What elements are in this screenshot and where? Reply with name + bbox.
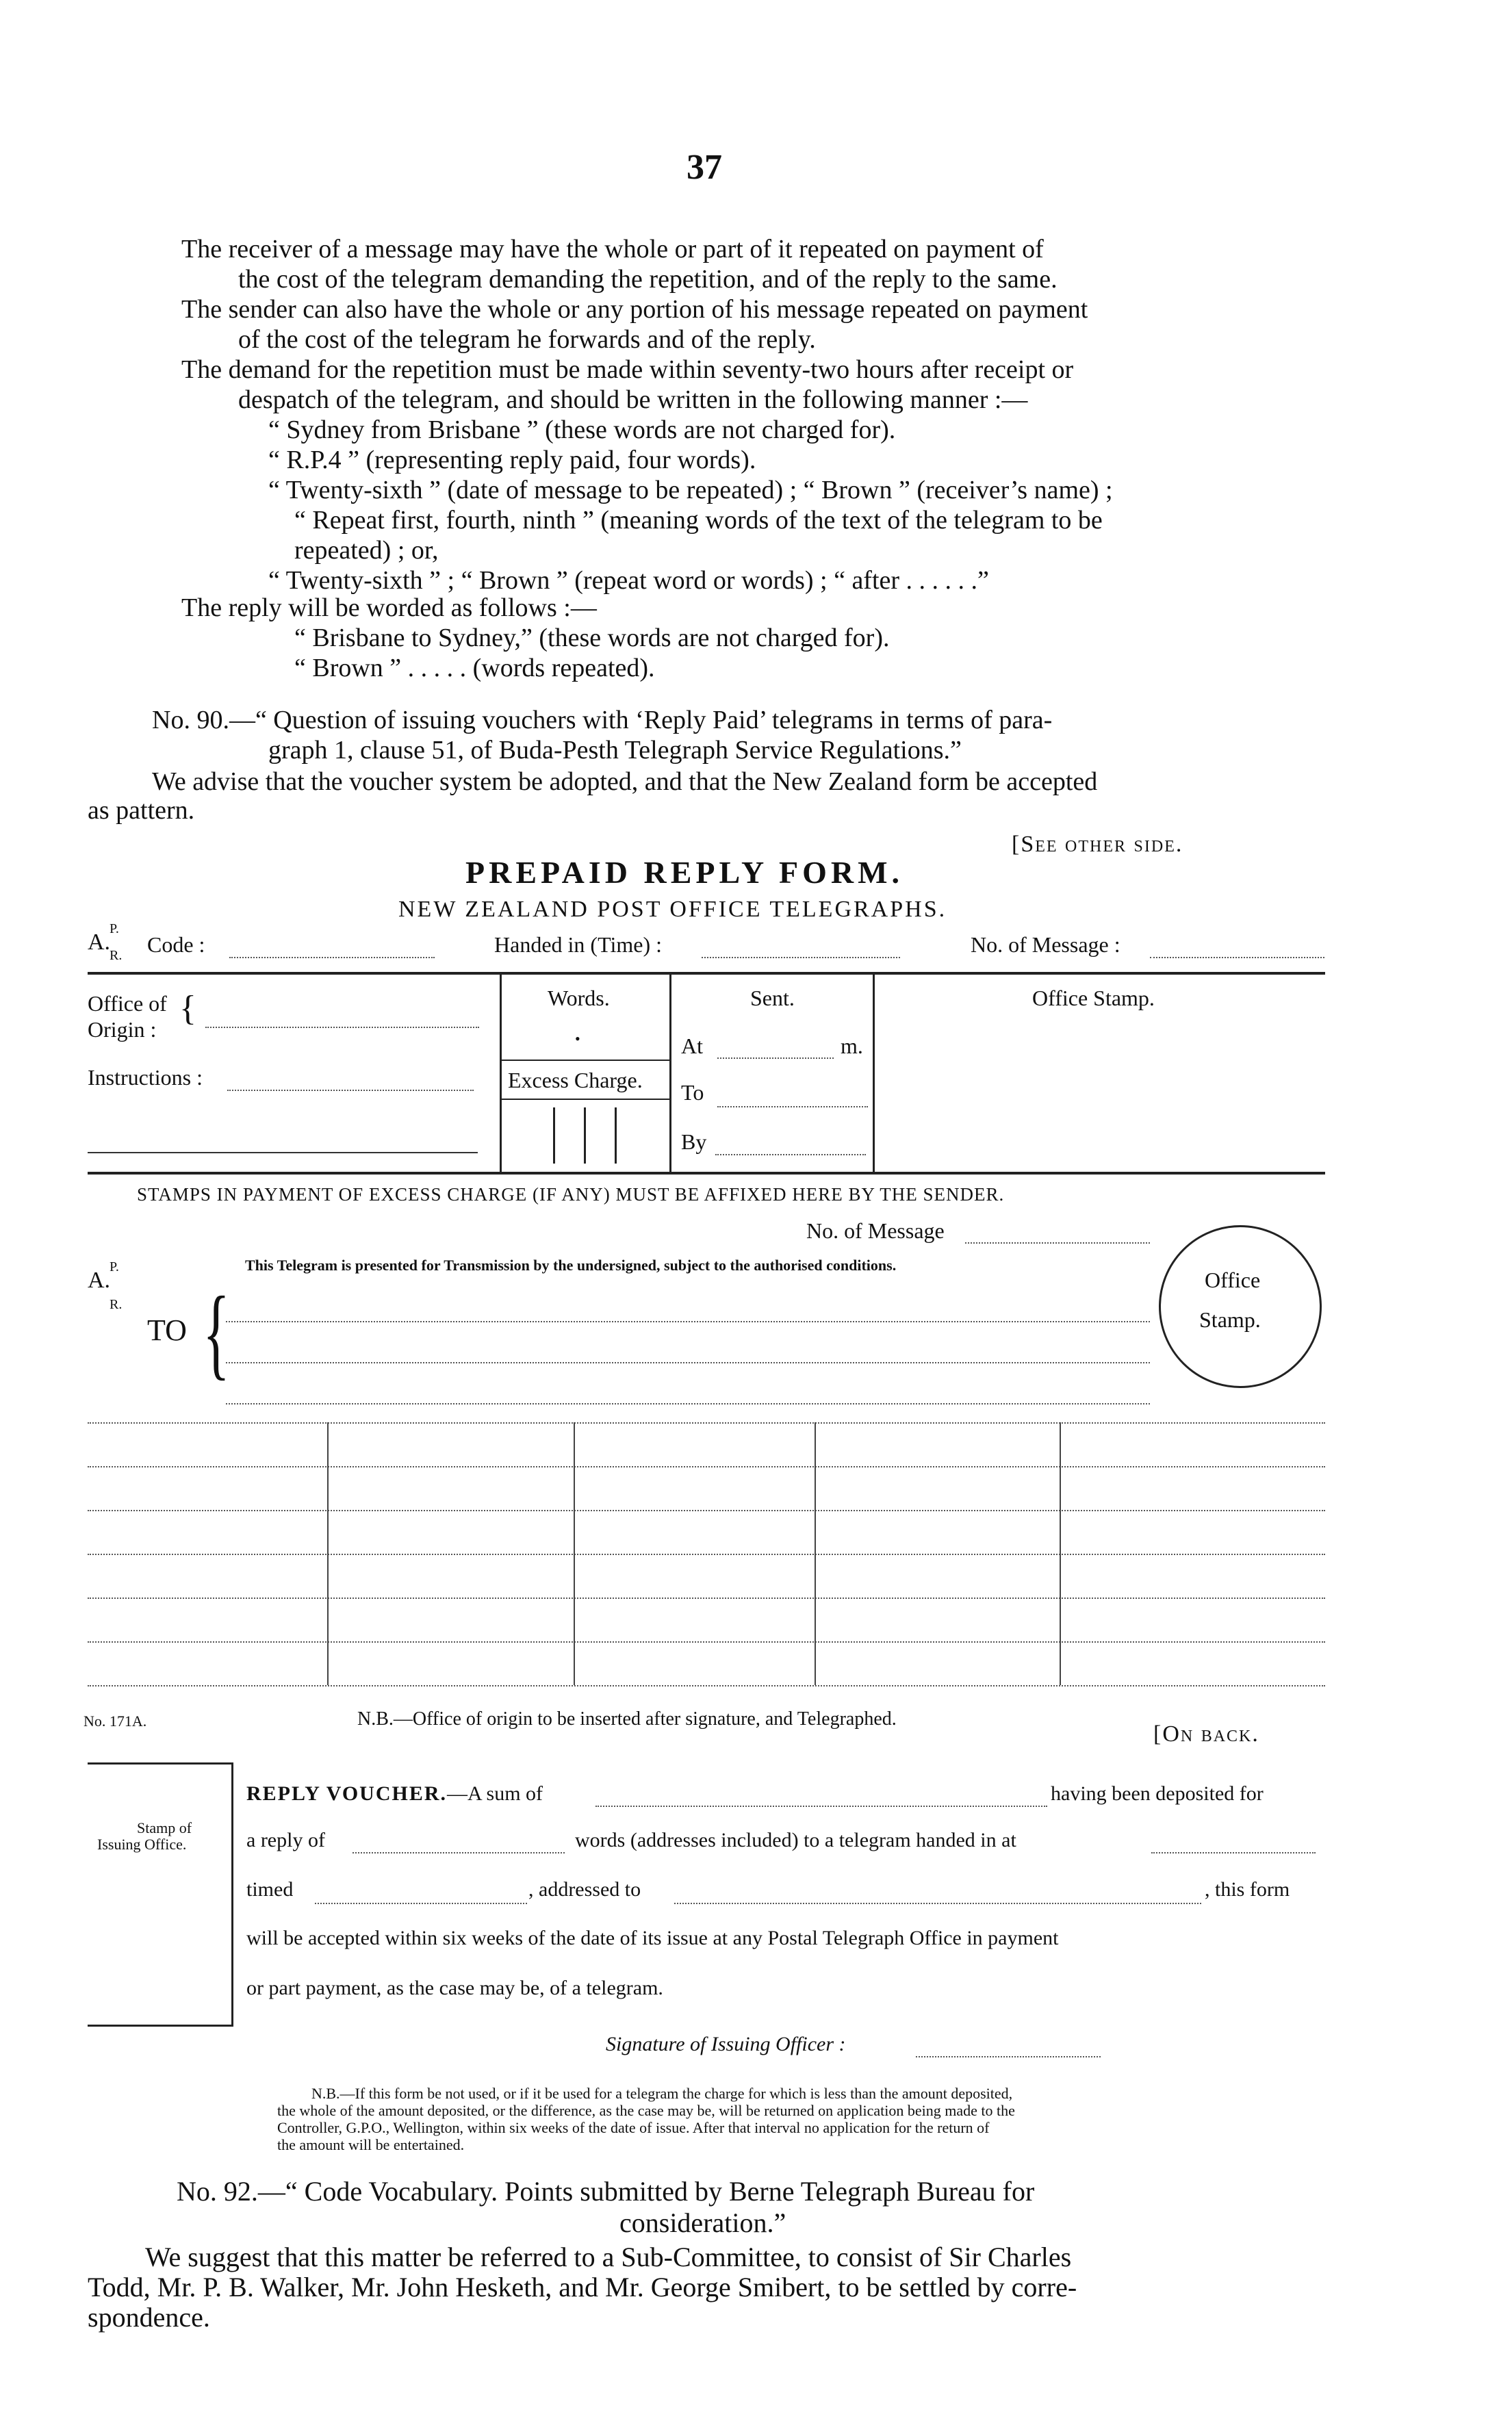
ap-a-2: A. [88,1268,111,1293]
words-dot: • [575,1030,580,1047]
no-of-message-2-field[interactable] [965,1242,1150,1244]
reply-words-field[interactable] [353,1852,565,1853]
stamp-of-label-1: Stamp of [137,1819,192,1836]
office-of-origin-field[interactable] [205,1027,479,1028]
text-line: We advise that the voucher system be adopted, and that the New Zealand form be accepted [152,767,1098,796]
text-line: The demand for the repetition must be made within seventy-two hours after receipt or [181,355,1074,384]
ap-r: R. [110,948,123,963]
ap-a: A. [88,929,111,955]
to-big-label: TO [147,1313,187,1347]
grid-col-line [574,1422,575,1685]
voucher-text: a reply of [246,1829,325,1851]
text-line: “ Twenty-sixth ” (date of message to be repeated) ; “ Brown ” (receiver’s name) ; [268,476,1113,504]
grid-col-line [327,1422,329,1685]
sum-field[interactable] [595,1806,1047,1807]
on-back: [On back. [1153,1721,1259,1747]
text-line: consideration.” [619,2207,786,2238]
to-label: To [681,1080,704,1105]
grid-line [88,1554,1325,1555]
to-field[interactable] [717,1106,868,1107]
grid-line [88,1510,1325,1511]
text-line: No. 90.—“ Question of issuing vouchers with ‘Reply Paid’ telegrams in terms of para- [152,706,1053,734]
office-of-origin-label-2: Origin : [88,1017,157,1042]
text-line: as pattern. [88,796,195,825]
see-other-side: [See other side. [1012,832,1183,857]
voucher-frame [88,1762,233,2027]
text-line: No. 92.—“ Code Vocabulary. Points submitted by Berne Telegraph Bureau for [177,2176,1035,2207]
form-bottom-rule [88,1172,1325,1175]
text-line: repeated) ; or, [294,536,439,565]
text-line: We suggest that this matter be referred to a Sub-Committee, to consist of Sir Charles [145,2242,1072,2272]
stamps-notice: STAMPS IN PAYMENT OF EXCESS CHARGE (IF ANY) MUST BE AFFIXED HERE BY THE SENDER. [137,1184,1005,1205]
grid-col-line [1060,1422,1061,1685]
text-line: The sender can also have the whole or any portion of his message repeated on payment [181,295,1088,324]
signature-field[interactable] [916,2056,1101,2057]
text-line: “ Brisbane to Sydney,” (these words are not charged for). [294,624,890,652]
handed-in-label: Handed in (Time) : [494,932,663,957]
stamp-of-label-2: Issuing Office. [97,1836,187,1853]
text-line: “ Repeat first, fourth, ninth ” (meaning words of the text of the telegram to be [294,506,1103,535]
col-divider-2 [669,975,671,1172]
text-line: despatch of the telegram, and should be written in the following manner :— [238,385,1028,414]
text-line: the cost of the telegram demanding the repetition, and of the reply to the same. [238,265,1058,294]
form-top-rule [88,972,1325,975]
instructions-field-1[interactable] [227,1090,474,1091]
ap-code-prefix [88,929,110,955]
nb-line: the whole of the amount deposited, or the difference, as the case may be, will be returned on application being made to the [277,2102,1015,2119]
timed-field[interactable] [315,1903,527,1904]
voucher-text: , addressed to [528,1878,641,1901]
voucher-line-1 [246,1782,543,1806]
text-line: “ Twenty-sixth ” ; “ Brown ” (repeat word or words) ; “ after . . . . . .” [268,566,989,595]
ap-p-2: P. [110,1259,119,1274]
col-divider-1 [500,975,502,1172]
voucher-text: or part payment, as the case may be, of a telegram. [246,1977,663,1999]
at-field[interactable] [717,1057,834,1059]
grid-line [88,1598,1325,1599]
grid-col-line [815,1422,816,1685]
at-label: At [681,1034,703,1058]
office-stamp-circle [1159,1225,1322,1388]
grid-line [88,1685,1325,1686]
text-line: “ Brown ” . . . . . (words repeated). [294,654,655,682]
handed-in-field[interactable] [702,957,900,958]
text-line: spondence. [88,2302,210,2333]
no-of-message-label: No. of Message : [971,932,1120,957]
ap-p: P. [110,921,119,936]
voucher-text: having been deposited for [1051,1782,1264,1805]
text-line: “ R.P.4 ” (representing reply paid, four words). [268,446,756,474]
nb-line: N.B.—If this form be not used, or if it be used for a telegram the charge for which is less than the amount deposited, [311,2085,1013,2102]
stamp-circle-line-1: Office [1205,1268,1261,1292]
to-brace: { [203,1276,230,1389]
to-address-line-3[interactable] [226,1403,1150,1404]
excess-bar-3 [615,1107,617,1164]
by-field[interactable] [715,1154,866,1155]
office-of-origin-label-1: Office of [88,991,167,1016]
text-line: of the cost of the telegram he forwards and of the reply. [238,325,816,354]
m-label: m. [841,1034,863,1058]
code-field[interactable] [229,957,435,958]
words-label: Words. [548,986,610,1010]
nb-line: the amount will be entertained. [277,2136,465,2153]
handed-in-at-field[interactable] [1151,1852,1316,1853]
signature-label: Signature of Issuing Officer : [606,2033,846,2055]
text-line: The reply will be worded as follows :— [181,593,597,622]
text-line: graph 1, clause 51, of Buda-Pesth Telegraph Service Regulations.” [268,736,962,765]
voucher-heading: REPLY VOUCHER. [246,1782,448,1805]
nb-origin: N.B.—Office of origin to be inserted after signature, and Telegraphed. [357,1708,897,1730]
no-of-message-field[interactable] [1150,957,1324,958]
text-line: “ Sydney from Brisbane ” (these words are not charged for). [268,415,896,444]
to-address-line-1[interactable] [226,1321,1150,1322]
col-divider-3 [873,975,875,1172]
excess-bar-1 [553,1107,555,1164]
form-title: PREPAID REPLY FORM. [465,855,904,890]
voucher-text: —A sum of [447,1782,543,1805]
excess-bar-2 [584,1107,586,1164]
presented-notice: This Telegram is presented for Transmission by the undersigned, subject to the authorised conditions. [245,1257,897,1274]
voucher-text: will be accepted within six weeks of the date of its issue at any Postal Telegraph Office in payment [246,1927,1059,1949]
office-stamp-label: Office Stamp. [1032,986,1155,1010]
instructions-label: Instructions : [88,1065,203,1090]
excess-rule [500,1099,669,1100]
grid-line [88,1422,1325,1424]
to-address-line-2[interactable] [226,1362,1150,1363]
origin-brace: { [179,989,196,1028]
code-label: Code : [147,932,205,957]
text-line: Todd, Mr. P. B. Walker, Mr. John Hesketh, and Mr. George Smibert, to be settled by corre- [88,2272,1077,2302]
words-rule [500,1060,669,1061]
grid-line [88,1641,1325,1643]
by-label: By [681,1129,707,1154]
page-number: 37 [687,148,722,187]
instructions-field-2[interactable] [88,1152,478,1153]
addressed-to-field[interactable] [674,1903,1201,1904]
nb-line: Controller, G.P.O., Wellington, within six weeks of the date of issue. After that interval no application for the return of [277,2119,990,2136]
voucher-text: words (addresses included) to a telegram handed in at [575,1829,1016,1851]
stamp-circle-line-2: Stamp. [1199,1307,1261,1332]
excess-charge-label: Excess Charge. [508,1068,643,1092]
no-of-message-2-label: No. of Message [806,1218,945,1243]
sent-label: Sent. [750,986,795,1010]
ap-r-2: R. [110,1297,123,1312]
text-line: The receiver of a message may have the whole or part of it repeated on payment of [181,235,1044,264]
voucher-text: timed [246,1878,294,1901]
form-subtitle: NEW ZEALAND POST OFFICE TELEGRAPHS. [398,897,947,922]
form-number: No. 171A. [84,1712,147,1730]
grid-line [88,1466,1325,1467]
voucher-text: , this form [1205,1878,1290,1901]
